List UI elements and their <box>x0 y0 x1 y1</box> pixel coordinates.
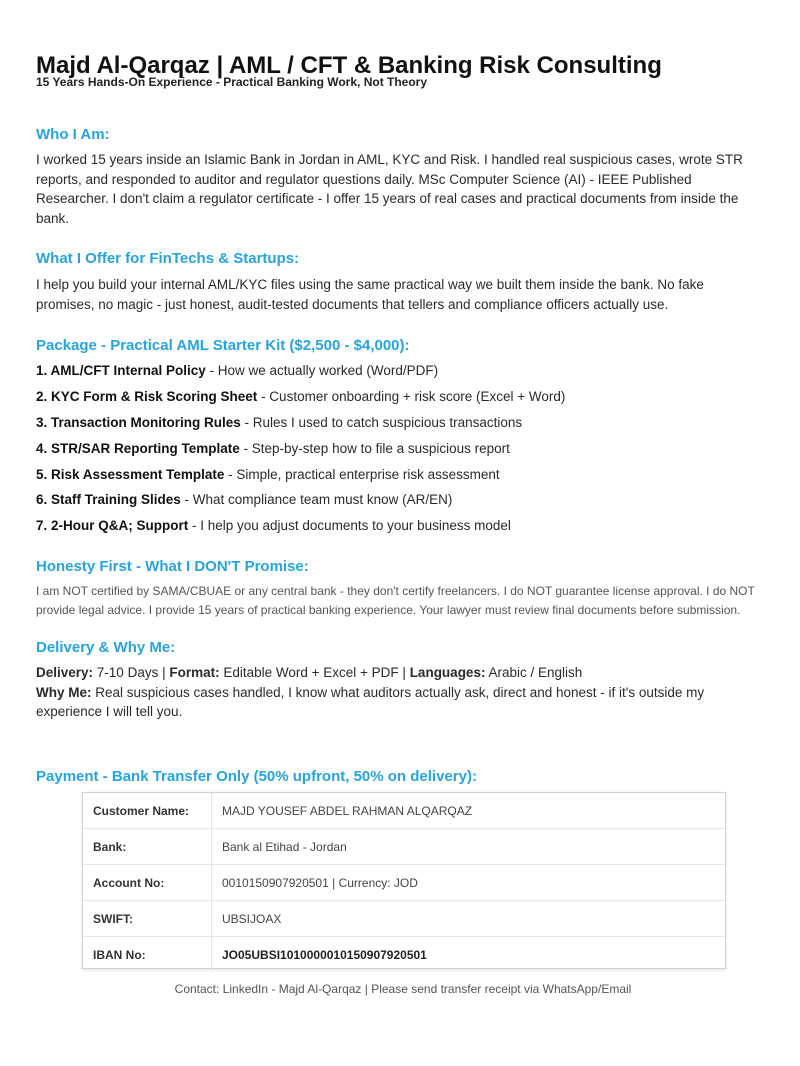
page-title: Majd Al-Qarqaz | AML / CFT & Banking Risk Consulting <box>36 52 662 79</box>
kit-item-title: 3. Transaction Monitoring Rules <box>36 415 241 430</box>
customer-name-value: MAJD YOUSEF ABDEL RAHMAN ALQARQAZ <box>222 803 473 818</box>
table-row <box>83 937 725 972</box>
kit-item-desc: - How we actually worked (Word/PDF) <box>205 363 439 378</box>
delivery-heading: Delivery & Why Me: <box>36 639 176 656</box>
kit-item-desc: - Simple, practical enterprise risk assessment <box>224 467 500 482</box>
kit-item-desc: - Step-by-step how to file a suspicious report <box>239 441 510 456</box>
swift-label: SWIFT: <box>83 901 212 936</box>
kit-item <box>36 517 776 535</box>
format-label: Format: <box>169 665 220 680</box>
page-subtitle: 15 Years Hands-On Experience - Practical Banking Work, Not Theory <box>36 75 428 89</box>
kit-item-title: 5. Risk Assessment Template <box>36 467 225 482</box>
kit-item <box>36 388 776 406</box>
contact-line: Contact: LinkedIn - Majd Al-Qarqaz | Please send transfer receipt via WhatsApp/Email <box>174 982 632 996</box>
languages-label: Languages: <box>409 665 486 680</box>
honesty-heading: Honesty First - What I DON'T Promise: <box>36 558 309 575</box>
honesty-text: I am NOT certified by SAMA/CBUAE or any central bank - they don't certify freelancers. I do NOT guarantee license approval. I do NOT provide legal advice. I provide 15 years of practical banking experience. Your lawyer must review final documents before submission. <box>36 584 755 617</box>
kit-item <box>36 362 776 380</box>
kit-item-title: 7. 2-Hour Q&A; Support <box>36 518 189 533</box>
iban-label: IBAN No: <box>83 937 212 972</box>
bank-details-table <box>82 792 726 969</box>
who-i-am-heading: Who I Am: <box>36 126 110 143</box>
kit-item <box>36 440 776 458</box>
delivery-label: Delivery: <box>36 665 94 680</box>
kit-item-title: 4. STR/SAR Reporting Template <box>36 441 240 456</box>
delivery-text <box>36 663 766 722</box>
bank-value: Bank al Etihad - Jordan <box>222 839 347 854</box>
account-no-value: 0010150907920501 | Currency: JOD <box>222 875 418 890</box>
kit-item-title: 1. AML/CFT Internal Policy <box>36 363 206 378</box>
format-value: Editable Word + Excel + PDF | <box>219 665 410 680</box>
iban-value: JO05UBSI1010000010150907920501 <box>222 947 427 962</box>
table-row <box>83 865 725 901</box>
package-heading: Package - Practical AML Starter Kit ($2,500 - $4,000): <box>36 337 410 354</box>
kit-item-desc: - I help you adjust documents to your business model <box>188 518 511 533</box>
offer-text: I help you build your internal AML/KYC files using the same practical way we built them inside the bank. No fake promises, no magic - just honest, audit-tested documents that tellers and compliance officers actually use. <box>36 277 704 312</box>
table-row <box>83 901 725 937</box>
languages-value: Arabic / English <box>485 665 583 680</box>
kit-item-title: 6. Staff Training Slides <box>36 492 181 507</box>
kit-item <box>36 466 776 484</box>
swift-value: UBSIJOAX <box>222 911 282 926</box>
kit-item <box>36 414 776 432</box>
kit-item-title: 2. KYC Form & Risk Scoring Sheet <box>36 389 258 404</box>
why-me-label: Why Me: <box>36 684 92 700</box>
bank-label: Bank: <box>83 829 212 864</box>
kit-item-desc: - What compliance team must know (AR/EN) <box>180 492 453 507</box>
delivery-value: 7-10 Days | <box>93 665 170 680</box>
kit-item-desc: - Rules I used to catch suspicious transactions <box>240 415 523 430</box>
why-me-value: Real suspicious cases handled, I know what auditors actually ask, direct and honest - if it's outside my experience I will tell you. <box>36 684 705 719</box>
table-row <box>83 793 725 829</box>
account-no-label: Account No: <box>83 865 212 900</box>
offer-heading: What I Offer for FinTechs & Startups: <box>36 250 300 267</box>
table-row <box>83 829 725 865</box>
who-i-am-text: I worked 15 years inside an Islamic Bank in Jordan in AML, KYC and Risk. I handled real suspicious cases, wrote STR reports, and responded to auditor and regulator questions daily. MSc Computer Science (AI) - IEEE Published Researcher. I don't claim a regulator certificate - I offer 15 years of real cases and practical documents from inside the bank. <box>36 152 743 226</box>
kit-item-desc: - Customer onboarding + risk score (Excel + Word) <box>257 389 566 404</box>
customer-name-label: Customer Name: <box>83 793 212 828</box>
payment-heading: Payment - Bank Transfer Only (50% upfront, 50% on delivery): <box>36 768 477 785</box>
kit-item <box>36 491 776 509</box>
